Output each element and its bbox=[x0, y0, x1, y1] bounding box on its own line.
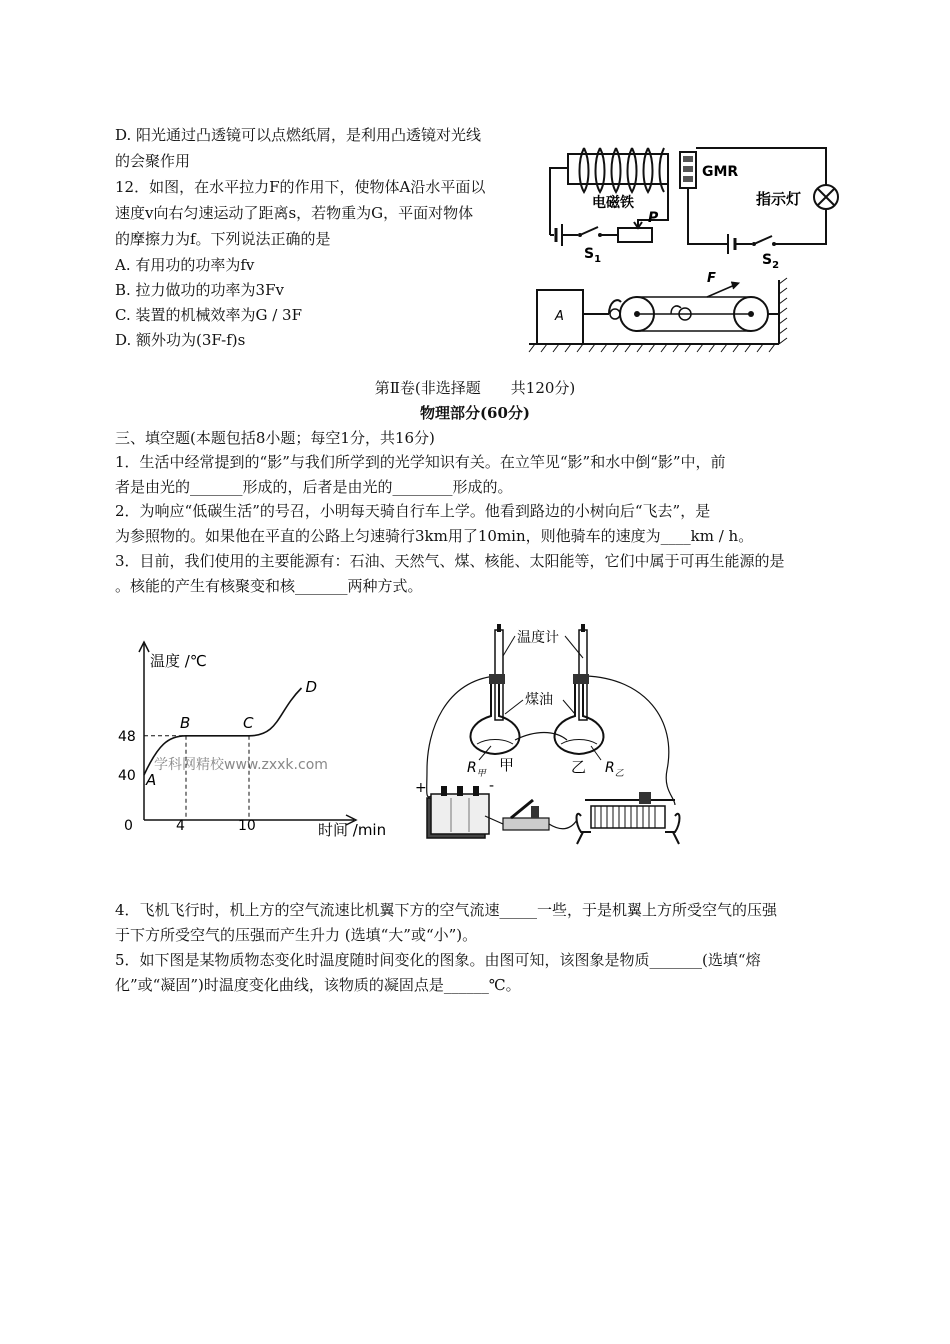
x-axis-label: 时间 /min bbox=[318, 821, 387, 839]
q12-option-c: C. 装置的机械效率为G / 3F bbox=[115, 306, 303, 324]
y-axis-label: 温度 /℃ bbox=[150, 652, 207, 670]
slider-p-label: P bbox=[648, 210, 659, 226]
heating-apparatus-figure bbox=[405, 620, 695, 860]
x-tick-label: 4 bbox=[176, 818, 185, 834]
kerosene-label: 煤油 bbox=[525, 692, 553, 708]
q4-line2: 于下方所受空气的压强而产生升力 (选填“大”或“小”)。 bbox=[115, 926, 478, 944]
x-tick-label: 10 bbox=[238, 818, 256, 834]
q11-option-d-line1: D. 阳光通过凸透镜可以点燃纸屑，是利用凸透镜对光线 bbox=[115, 126, 482, 144]
watermark: 学科网精校www.zxxk.com bbox=[154, 757, 328, 773]
q4-line1: 4．飞机飞行时，机上方的空气流速比机翼下方的空气流速_____一些，于是机翼上方所受空气的压强 bbox=[115, 901, 778, 919]
switch-icon bbox=[503, 800, 549, 830]
q12-option-b: B. 拉力做功的功率为3Fv bbox=[115, 281, 284, 299]
sliding-rheostat-icon bbox=[577, 792, 680, 844]
temperature-time-chart bbox=[108, 630, 408, 860]
electromagnet-label: 电磁铁 bbox=[592, 195, 634, 211]
s2-label: $S_2$ bbox=[762, 252, 780, 271]
point-label-b: B bbox=[180, 713, 191, 732]
q12-option-d: D. 额外功为(3F-f)s bbox=[115, 331, 246, 349]
minus-label: - bbox=[489, 778, 495, 794]
force-f-label: F bbox=[707, 271, 716, 286]
left-flask-name: 甲 bbox=[499, 756, 515, 774]
q12-stem-line1: 12．如图，在水平拉力F的作用下，使物体A沿水平面以 bbox=[115, 178, 486, 196]
right-resistor-label: $R_乙$ bbox=[605, 760, 624, 779]
right-flask-name: 乙 bbox=[571, 758, 587, 776]
origin-label: 0 bbox=[124, 818, 133, 834]
battery-icon bbox=[427, 786, 489, 838]
q5-line1: 5．如下图是某物质物态变化时温度随时间变化的图象。由图可知，该图象是物质_______(选填“熔 bbox=[115, 951, 761, 969]
q2-line2: 为参照物的。如果他在平直的公路上匀速骑行3km用了10min，则他骑车的速度为____km / h。 bbox=[115, 527, 754, 545]
thermometer-label: 温度计 bbox=[517, 630, 559, 646]
plus-label: + bbox=[415, 780, 427, 796]
rheostat bbox=[618, 228, 652, 242]
block-a-label: A bbox=[555, 309, 564, 324]
q12-option-a: A. 有用功的功率为fv bbox=[115, 256, 255, 274]
s1-label: $S_1$ bbox=[584, 246, 602, 265]
pulley-figure bbox=[525, 262, 795, 358]
point-label-a: A bbox=[146, 771, 157, 789]
q11-option-d-line2: 的会聚作用 bbox=[115, 152, 191, 170]
left-resistor-label: $R_甲$ bbox=[467, 760, 486, 779]
q2-line1: 2．为响应“低碳生活”的号召，小明每天骑自行车上学。他看到路边的小树向后“飞去”，是 bbox=[115, 502, 711, 520]
q1-line1: 1．生活中经常提到的“影”与我们所学到的光学知识有关。在立竿见“影”和水中倒“影”中，前 bbox=[115, 453, 726, 471]
y-tick-label: 48 bbox=[118, 729, 136, 745]
q3-line1: 3．目前，我们使用的主要能源有：石油、天然气、煤、核能、太阳能等，它们中属于可再生能源的是 bbox=[115, 552, 785, 570]
section-title: 第Ⅱ卷(非选择题 共120分) bbox=[374, 379, 576, 397]
fill-section-heading: 三、填空题(本题包括8小题；每空1分，共16分) bbox=[115, 429, 435, 447]
point-label-c: C bbox=[243, 713, 254, 732]
q12-stem-line2: 速度v向右匀速运动了距离s，若物重为G，平面对物体 bbox=[115, 204, 474, 222]
gmr-label: GMR bbox=[702, 164, 739, 180]
q3-line2: 。核能的产生有核聚变和核_______两种方式。 bbox=[115, 577, 423, 595]
point-label-d: D bbox=[305, 678, 318, 696]
physics-part-title: 物理部分(60分) bbox=[419, 404, 531, 422]
q12-stem-line3: 的摩擦力为f。下列说法正确的是 bbox=[115, 230, 331, 248]
q1-line2: 者是由光的_______形成的，后者是由光的________形成的。 bbox=[115, 478, 513, 496]
y-tick-label: 40 bbox=[118, 768, 136, 784]
gmr-circuit-figure bbox=[540, 140, 840, 275]
indicator-label: 指示灯 bbox=[756, 190, 802, 208]
q5-line2: 化”或“凝固”)时温度变化曲线，该物质的凝固点是______℃。 bbox=[115, 976, 521, 994]
